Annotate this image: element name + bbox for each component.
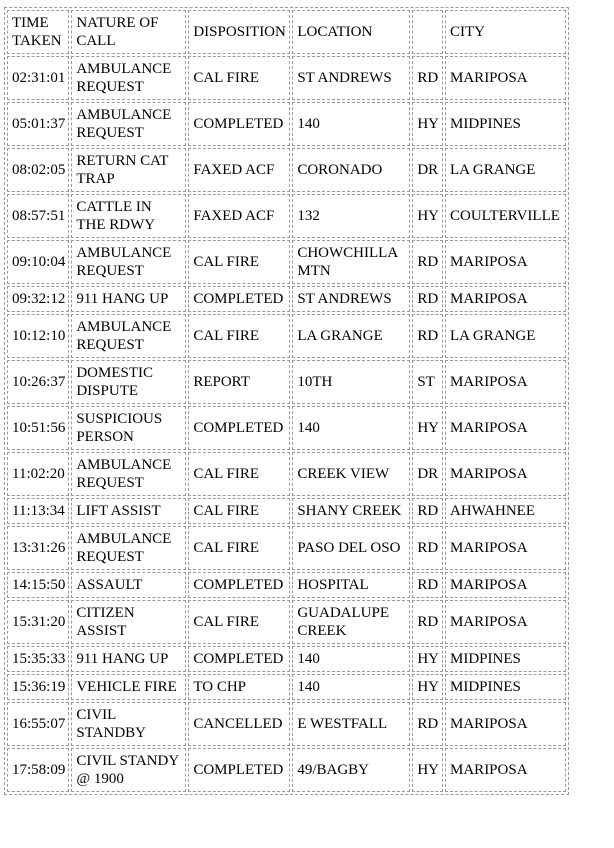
location-cell: 140	[292, 406, 410, 450]
disposition-cell: TO CHP	[188, 674, 290, 700]
city-cell: MARIPOSA	[445, 406, 566, 450]
street-type-cell: RD	[412, 600, 443, 644]
nature-of-call-cell: DOMESTIC DISPUTE	[71, 360, 186, 404]
location-cell: ST ANDREWS	[292, 56, 410, 100]
city-cell: MARIPOSA	[445, 748, 566, 792]
header-street-type	[412, 10, 443, 54]
call-log-table	[4, 7, 569, 795]
disposition-cell: CAL FIRE	[188, 498, 290, 524]
street-type-cell: RD	[412, 572, 443, 598]
time-taken-cell: 10:51:56	[7, 406, 69, 450]
header-city: CITY	[445, 10, 566, 54]
time-taken-cell: 15:31:20	[7, 600, 69, 644]
table-row	[7, 452, 566, 496]
street-type-cell: HY	[412, 194, 443, 238]
city-cell: MIDPINES	[445, 102, 566, 146]
city-cell: AHWAHNEE	[445, 498, 566, 524]
city-cell: MARIPOSA	[445, 360, 566, 404]
time-taken-cell: 11:02:20	[7, 452, 69, 496]
time-taken-cell: 17:58:09	[7, 748, 69, 792]
nature-of-call-cell: LIFT ASSIST	[71, 498, 186, 524]
table-row	[7, 748, 566, 792]
location-cell: GUADALUPE CREEK	[292, 600, 410, 644]
header-disposition: DISPOSITION	[188, 10, 290, 54]
disposition-cell: CAL FIRE	[188, 240, 290, 284]
nature-of-call-cell: VEHICLE FIRE	[71, 674, 186, 700]
disposition-cell: COMPLETED	[188, 102, 290, 146]
table-row	[7, 526, 566, 570]
location-cell: PASO DEL OSO	[292, 526, 410, 570]
city-cell: MARIPOSA	[445, 702, 566, 746]
street-type-cell: HY	[412, 406, 443, 450]
disposition-cell: CAL FIRE	[188, 600, 290, 644]
time-taken-cell: 09:32:12	[7, 286, 69, 312]
disposition-cell: COMPLETED	[188, 572, 290, 598]
location-cell: CREEK VIEW	[292, 452, 410, 496]
city-cell: COULTERVILLE	[445, 194, 566, 238]
city-cell: MIDPINES	[445, 674, 566, 700]
nature-of-call-cell: CIVIL STANDBY	[71, 702, 186, 746]
time-taken-cell: 02:31:01	[7, 56, 69, 100]
city-cell: MARIPOSA	[445, 240, 566, 284]
time-taken-cell: 10:12:10	[7, 314, 69, 358]
table-row	[7, 498, 566, 524]
location-cell: HOSPITAL	[292, 572, 410, 598]
time-taken-cell: 08:02:05	[7, 148, 69, 192]
nature-of-call-cell: AMBULANCE REQUEST	[71, 240, 186, 284]
city-cell: MARIPOSA	[445, 56, 566, 100]
location-cell: 10TH	[292, 360, 410, 404]
street-type-cell: RD	[412, 314, 443, 358]
table-row	[7, 286, 566, 312]
nature-of-call-cell: AMBULANCE REQUEST	[71, 526, 186, 570]
header-time-taken: TIME TAKEN	[7, 10, 69, 54]
time-taken-cell: 08:57:51	[7, 194, 69, 238]
street-type-cell: RD	[412, 526, 443, 570]
location-cell: 49/BAGBY	[292, 748, 410, 792]
street-type-cell: HY	[412, 102, 443, 146]
street-type-cell: RD	[412, 240, 443, 284]
city-cell: LA GRANGE	[445, 148, 566, 192]
street-type-cell: RD	[412, 56, 443, 100]
nature-of-call-cell: RETURN CAT TRAP	[71, 148, 186, 192]
city-cell: MARIPOSA	[445, 452, 566, 496]
nature-of-call-cell: AMBULANCE REQUEST	[71, 452, 186, 496]
location-cell: ST ANDREWS	[292, 286, 410, 312]
location-cell: E WESTFALL	[292, 702, 410, 746]
location-cell: LA GRANGE	[292, 314, 410, 358]
street-type-cell: HY	[412, 646, 443, 672]
disposition-cell: COMPLETED	[188, 406, 290, 450]
street-type-cell: RD	[412, 702, 443, 746]
table-row	[7, 646, 566, 672]
table-row	[7, 56, 566, 100]
time-taken-cell: 10:26:37	[7, 360, 69, 404]
table-row	[7, 406, 566, 450]
time-taken-cell: 05:01:37	[7, 102, 69, 146]
street-type-cell: DR	[412, 452, 443, 496]
table-row	[7, 148, 566, 192]
street-type-cell: HY	[412, 674, 443, 700]
street-type-cell: ST	[412, 360, 443, 404]
table-header	[7, 10, 566, 54]
location-cell: 132	[292, 194, 410, 238]
nature-of-call-cell: AMBULANCE REQUEST	[71, 102, 186, 146]
disposition-cell: CAL FIRE	[188, 452, 290, 496]
disposition-cell: CAL FIRE	[188, 526, 290, 570]
location-cell: 140	[292, 674, 410, 700]
nature-of-call-cell: AMBULANCE REQUEST	[71, 56, 186, 100]
time-taken-cell: 16:55:07	[7, 702, 69, 746]
time-taken-cell: 13:31:26	[7, 526, 69, 570]
nature-of-call-cell: AMBULANCE REQUEST	[71, 314, 186, 358]
time-taken-cell: 15:35:33	[7, 646, 69, 672]
nature-of-call-cell: SUSPICIOUS PERSON	[71, 406, 186, 450]
nature-of-call-cell: 911 HANG UP	[71, 646, 186, 672]
location-cell: 140	[292, 102, 410, 146]
time-taken-cell: 15:36:19	[7, 674, 69, 700]
table-row	[7, 600, 566, 644]
disposition-cell: COMPLETED	[188, 286, 290, 312]
table-row	[7, 702, 566, 746]
table-row	[7, 572, 566, 598]
header-location: LOCATION	[292, 10, 410, 54]
city-cell: MIDPINES	[445, 646, 566, 672]
street-type-cell: RD	[412, 498, 443, 524]
disposition-cell: COMPLETED	[188, 646, 290, 672]
nature-of-call-cell: ASSAULT	[71, 572, 186, 598]
table-row	[7, 102, 566, 146]
city-cell: MARIPOSA	[445, 600, 566, 644]
nature-of-call-cell: CITIZEN ASSIST	[71, 600, 186, 644]
table-row	[7, 194, 566, 238]
table-body	[7, 56, 566, 792]
table-row	[7, 240, 566, 284]
city-cell: MARIPOSA	[445, 286, 566, 312]
street-type-cell: RD	[412, 286, 443, 312]
street-type-cell: HY	[412, 748, 443, 792]
nature-of-call-cell: CIVIL STANDY @ 1900	[71, 748, 186, 792]
disposition-cell: COMPLETED	[188, 748, 290, 792]
time-taken-cell: 14:15:50	[7, 572, 69, 598]
location-cell: CHOWCHILLA MTN	[292, 240, 410, 284]
location-cell: SHANY CREEK	[292, 498, 410, 524]
header-row	[7, 10, 566, 54]
disposition-cell: CAL FIRE	[188, 56, 290, 100]
location-cell: CORONADO	[292, 148, 410, 192]
disposition-cell: FAXED ACF	[188, 194, 290, 238]
table-row	[7, 674, 566, 700]
nature-of-call-cell: 911 HANG UP	[71, 286, 186, 312]
disposition-cell: CANCELLED	[188, 702, 290, 746]
city-cell: MARIPOSA	[445, 526, 566, 570]
table-row	[7, 360, 566, 404]
table-row	[7, 314, 566, 358]
city-cell: LA GRANGE	[445, 314, 566, 358]
time-taken-cell: 09:10:04	[7, 240, 69, 284]
disposition-cell: CAL FIRE	[188, 314, 290, 358]
location-cell: 140	[292, 646, 410, 672]
nature-of-call-cell: CATTLE IN THE RDWY	[71, 194, 186, 238]
city-cell: MARIPOSA	[445, 572, 566, 598]
time-taken-cell: 11:13:34	[7, 498, 69, 524]
disposition-cell: REPORT	[188, 360, 290, 404]
street-type-cell: DR	[412, 148, 443, 192]
header-nature-of-call: NATURE OF CALL	[71, 10, 186, 54]
disposition-cell: FAXED ACF	[188, 148, 290, 192]
